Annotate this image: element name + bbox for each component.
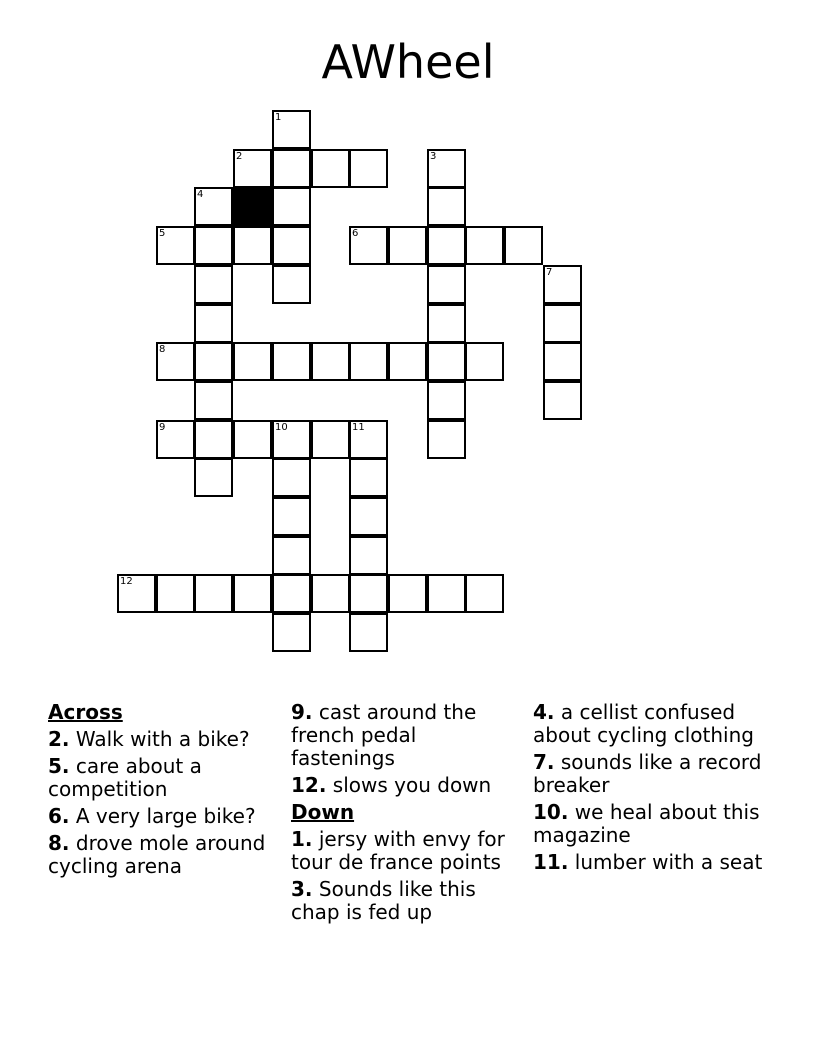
- grid-cell[interactable]: [311, 149, 350, 188]
- grid-cell[interactable]: [311, 574, 350, 613]
- clue-number: 10.: [533, 800, 569, 824]
- grid-cell[interactable]: [272, 458, 311, 497]
- clue-number: 7.: [533, 750, 555, 774]
- grid-cell[interactable]: [349, 149, 388, 188]
- grid-cell[interactable]: [465, 226, 504, 265]
- clue-number: 8.: [48, 831, 70, 855]
- grid-cell[interactable]: [233, 149, 272, 188]
- clue-text: we heal about this magazine: [533, 800, 760, 847]
- grid-cell[interactable]: [349, 613, 388, 652]
- grid-cell[interactable]: [427, 187, 466, 226]
- grid-cell[interactable]: [194, 226, 233, 265]
- grid-cell[interactable]: [117, 574, 156, 613]
- grid-cell[interactable]: [272, 536, 311, 575]
- across-heading: Across: [48, 700, 123, 724]
- grid-cell[interactable]: [388, 574, 427, 613]
- grid-cell[interactable]: [465, 574, 504, 613]
- clue-text: lumber with a seat: [574, 850, 763, 874]
- across-clue: [48, 728, 280, 751]
- grid-cell[interactable]: [272, 420, 311, 459]
- grid-cell[interactable]: [194, 342, 233, 381]
- down-clue: [291, 878, 523, 924]
- cell-number: 8: [159, 344, 166, 355]
- grid-cell[interactable]: [156, 342, 195, 381]
- grid-cell[interactable]: [349, 574, 388, 613]
- grid-cell[interactable]: [194, 304, 233, 343]
- grid-cell[interactable]: [427, 226, 466, 265]
- clue-text: slows you down: [332, 773, 492, 797]
- clue-text: A very large bike?: [75, 804, 256, 828]
- grid-cell[interactable]: [349, 536, 388, 575]
- grid-cell[interactable]: [194, 265, 233, 304]
- grid-cell[interactable]: [272, 226, 311, 265]
- grid-cell[interactable]: [427, 149, 466, 188]
- blocked-cell: [233, 187, 272, 226]
- clue-text: sounds like a record breaker: [533, 750, 762, 797]
- grid-cell[interactable]: [233, 342, 272, 381]
- cell-number: 12: [120, 576, 133, 587]
- grid-cell[interactable]: [349, 420, 388, 459]
- cell-number: 2: [236, 151, 243, 162]
- clue-number: 5.: [48, 754, 70, 778]
- clue-text: Walk with a bike?: [75, 727, 250, 751]
- grid-cell[interactable]: [233, 420, 272, 459]
- clue-number: 2.: [48, 727, 70, 751]
- grid-cell[interactable]: [427, 420, 466, 459]
- grid-cell[interactable]: [272, 265, 311, 304]
- grid-cell[interactable]: [272, 613, 311, 652]
- grid-cell[interactable]: [272, 187, 311, 226]
- clue-number: 12.: [291, 773, 327, 797]
- grid-cell[interactable]: [233, 574, 272, 613]
- grid-cell[interactable]: [194, 420, 233, 459]
- cell-number: 9: [159, 422, 166, 433]
- clue-number: 1.: [291, 827, 313, 851]
- down-clue: [533, 851, 765, 874]
- across-clue: [48, 805, 280, 828]
- down-clue: [291, 828, 523, 874]
- grid-cell[interactable]: [156, 226, 195, 265]
- down-clue: [533, 751, 765, 797]
- grid-cell[interactable]: [272, 497, 311, 536]
- grid-cell[interactable]: [349, 458, 388, 497]
- cell-number: 5: [159, 228, 166, 239]
- grid-cell[interactable]: [311, 342, 350, 381]
- grid-cell[interactable]: [543, 265, 582, 304]
- grid-cell[interactable]: [272, 342, 311, 381]
- clue-text: cast around the french pedal fastenings: [291, 700, 477, 770]
- grid-cell[interactable]: [272, 149, 311, 188]
- grid-cell[interactable]: [465, 342, 504, 381]
- clue-column-2: [291, 701, 523, 928]
- grid-cell[interactable]: [427, 342, 466, 381]
- across-clue: [48, 832, 280, 878]
- grid-cell[interactable]: [194, 458, 233, 497]
- grid-cell[interactable]: [156, 574, 195, 613]
- grid-cell[interactable]: [272, 110, 311, 149]
- clue-column-3: [533, 701, 765, 878]
- cell-number: 1: [275, 112, 282, 123]
- down-clue: [533, 701, 765, 747]
- grid-cell[interactable]: [349, 342, 388, 381]
- grid-cell[interactable]: [427, 574, 466, 613]
- clue-column-1: [48, 701, 280, 882]
- grid-cell[interactable]: [194, 381, 233, 420]
- clue-text: jersy with envy for tour de france points: [291, 827, 505, 874]
- down-clue: [533, 801, 765, 847]
- clue-text: Sounds like this chap is fed up: [291, 877, 476, 924]
- clue-text: a cellist confused about cycling clothing: [533, 700, 754, 747]
- cell-number: 10: [275, 422, 288, 433]
- grid-cell[interactable]: [349, 226, 388, 265]
- cell-number: 4: [197, 189, 204, 200]
- grid-cell[interactable]: [349, 497, 388, 536]
- cell-number: 3: [430, 151, 437, 162]
- grid-cell[interactable]: [272, 574, 311, 613]
- across-clue: [48, 755, 280, 801]
- clue-text: drove mole around cycling arena: [48, 831, 266, 878]
- clue-number: 6.: [48, 804, 70, 828]
- grid-cell[interactable]: [427, 381, 466, 420]
- cell-number: 11: [352, 422, 365, 433]
- clue-number: 11.: [533, 850, 569, 874]
- grid-cell[interactable]: [504, 226, 543, 265]
- grid-cell[interactable]: [156, 420, 195, 459]
- clue-number: 3.: [291, 877, 313, 901]
- grid-cell[interactable]: [194, 574, 233, 613]
- clue-text: care about a competition: [48, 754, 202, 801]
- down-heading: Down: [291, 800, 355, 824]
- across-clue: [291, 701, 523, 770]
- grid-cell[interactable]: [311, 420, 350, 459]
- puzzle-title: AWheel: [321, 35, 495, 89]
- grid-cell[interactable]: [194, 187, 233, 226]
- clue-number: 4.: [533, 700, 555, 724]
- cell-number: 6: [352, 228, 359, 239]
- clue-number: 9.: [291, 700, 313, 724]
- grid-cell[interactable]: [388, 342, 427, 381]
- across-clue: [291, 774, 523, 797]
- grid-cell[interactable]: [427, 304, 466, 343]
- grid-cell[interactable]: [427, 265, 466, 304]
- grid-cell[interactable]: [233, 226, 272, 265]
- grid-cell[interactable]: [543, 342, 582, 381]
- grid-cell[interactable]: [543, 304, 582, 343]
- grid-cell[interactable]: [543, 381, 582, 420]
- cell-number: 7: [546, 267, 553, 278]
- grid-cell[interactable]: [388, 226, 427, 265]
